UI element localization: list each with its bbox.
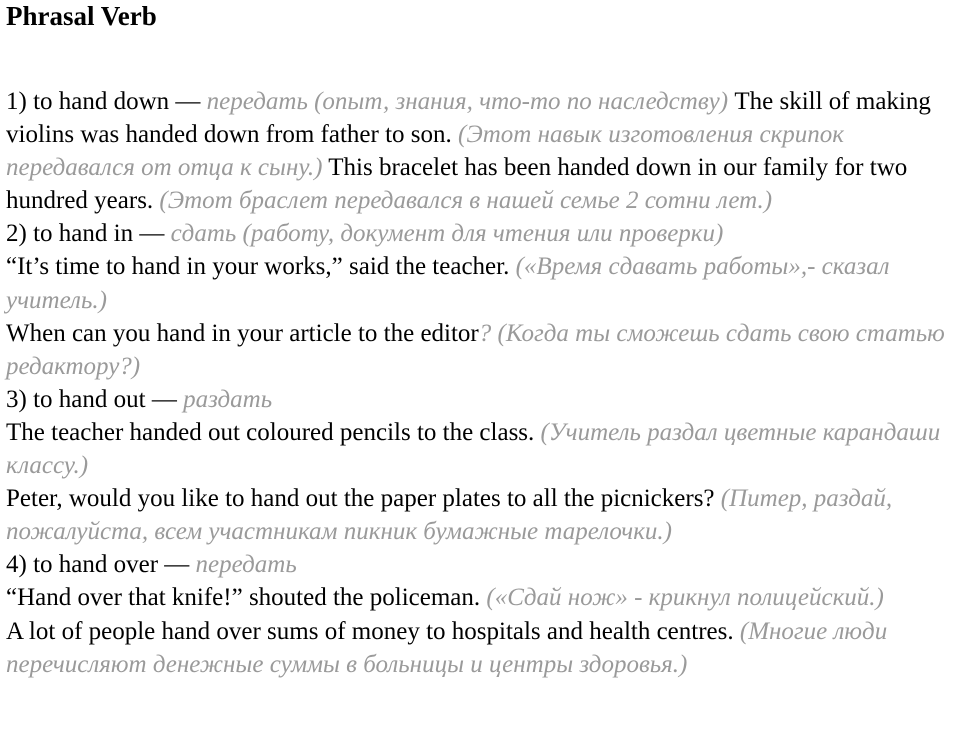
russian-translation: передать	[195, 551, 297, 579]
document-body	[6, 85, 954, 681]
paragraph	[6, 615, 954, 681]
russian-translation: (Этот навык изготовления скрипок передавался от отца к сыну.)	[6, 121, 844, 182]
paragraph	[6, 85, 954, 217]
english-text: 4) to hand over —	[6, 551, 196, 579]
page-title: Phrasal Verb	[6, 1, 157, 31]
english-text: This bracelet has been handed down in our family for two hundred years.	[6, 154, 908, 215]
english-text: The skill of making violins was handed down from father to son.	[6, 88, 931, 149]
russian-translation: («Время сдавать работы»,- сказал учитель.)	[6, 253, 890, 314]
english-text: Peter, would you like to hand out the paper plates to all the picnickers?	[6, 485, 721, 513]
english-text: The teacher handed out coloured pencils to the class.	[6, 418, 541, 446]
english-text: “It’s time to hand in your works,” said the teacher.	[6, 253, 516, 281]
paragraph	[6, 217, 954, 250]
paragraph	[6, 383, 954, 416]
paragraph	[6, 581, 954, 614]
english-text: When can you hand in your article to the editor	[6, 319, 479, 347]
paragraph	[6, 317, 954, 383]
russian-translation: («Сдай нож» - крикнул полицейский.)	[486, 584, 884, 612]
russian-translation: ? (Когда ты сможешь сдать свою статью редактору?)	[6, 319, 945, 380]
russian-translation: (Этот браслет передавался в нашей семье 2 сотни лет.)	[159, 187, 773, 215]
paragraph	[6, 250, 954, 316]
russian-translation: (Питер, раздай, пожалуйста, всем участникам пикник бумажные тарелочки.)	[6, 485, 893, 546]
english-text: 3) to hand out —	[6, 385, 184, 413]
paragraph	[6, 548, 954, 581]
english-text: 1) to hand down —	[6, 88, 207, 115]
english-text: “Hand over that knife!” shouted the policeman.	[6, 584, 487, 612]
paragraph	[6, 416, 954, 482]
russian-translation: (Многие люди перечисляют денежные суммы в больницы и центры здоровья.)	[6, 617, 888, 678]
russian-translation: сдать (работу, документ для чтения или проверки)	[170, 220, 724, 248]
russian-translation: передать (опыт, знания, что-то по наследству)	[206, 88, 729, 115]
paragraph	[6, 482, 954, 548]
english-text: A lot of people hand over sums of money to hospitals and health centres.	[6, 617, 740, 645]
russian-translation: раздать	[183, 385, 273, 413]
english-text: 2) to hand in —	[6, 220, 171, 248]
russian-translation: (Учитель раздал цветные карандаши классу.)	[6, 418, 941, 480]
